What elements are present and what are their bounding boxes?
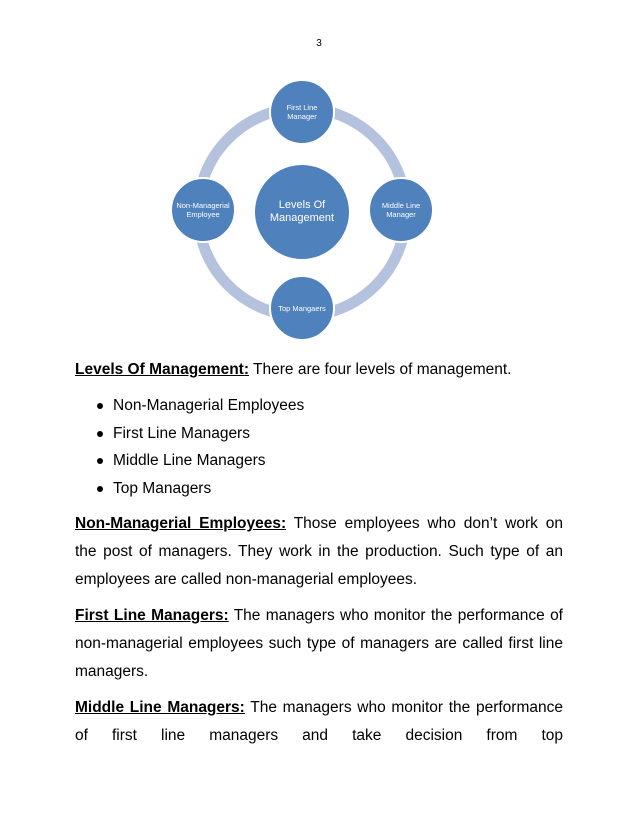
intro-paragraph xyxy=(75,356,563,384)
bullet-icon xyxy=(97,431,103,437)
intro-heading: Levels Of Management: xyxy=(75,361,249,378)
non-managerial-employee-label: Non-Managerial Employee xyxy=(176,200,230,219)
section-non-managerial xyxy=(75,510,563,594)
first-line-manager-label: First Line Manager xyxy=(286,102,318,121)
center-node-label: Levels Of Management xyxy=(269,198,335,224)
intro-text: There are four levels of management. xyxy=(249,361,512,378)
bullet-icon xyxy=(97,403,103,409)
section-first-line xyxy=(75,602,563,686)
list-item-text: Top Managers xyxy=(113,479,212,497)
list-item-text: First Line Managers xyxy=(113,424,250,442)
document-body xyxy=(75,356,563,758)
section-middle-line xyxy=(75,694,563,750)
list-item xyxy=(97,447,563,475)
list-item xyxy=(97,392,563,420)
section-text: The managers who monitor the performance of first line managers and take decision from top xyxy=(75,699,563,744)
top-managers-label: Top Mangaers xyxy=(278,304,326,314)
levels-of-management-diagram xyxy=(0,0,638,360)
bullet-icon xyxy=(97,458,103,464)
list-item-text: Non-Managerial Employees xyxy=(113,397,305,414)
list-item xyxy=(97,420,563,448)
list-item-text: Middle Line Managers xyxy=(113,452,266,469)
middle-line-manager-label: Middle Line Manager xyxy=(381,200,421,219)
section-heading: Non-Managerial Employees: xyxy=(75,515,287,532)
page-number: 3 xyxy=(316,38,322,49)
section-text: Those employees who don’t work on the post of managers. They work in the production. Such type of an employees are called non-managerial employees. xyxy=(75,515,563,588)
list-item xyxy=(97,475,563,503)
levels-bullet-list xyxy=(75,392,563,502)
section-heading: First Line Managers: xyxy=(75,607,229,624)
bullet-icon xyxy=(97,486,103,492)
section-text: The managers who monitor the performance of non-managerial employees such type of managers are called first line managers. xyxy=(75,607,563,680)
section-heading: Middle Line Managers: xyxy=(75,699,245,716)
